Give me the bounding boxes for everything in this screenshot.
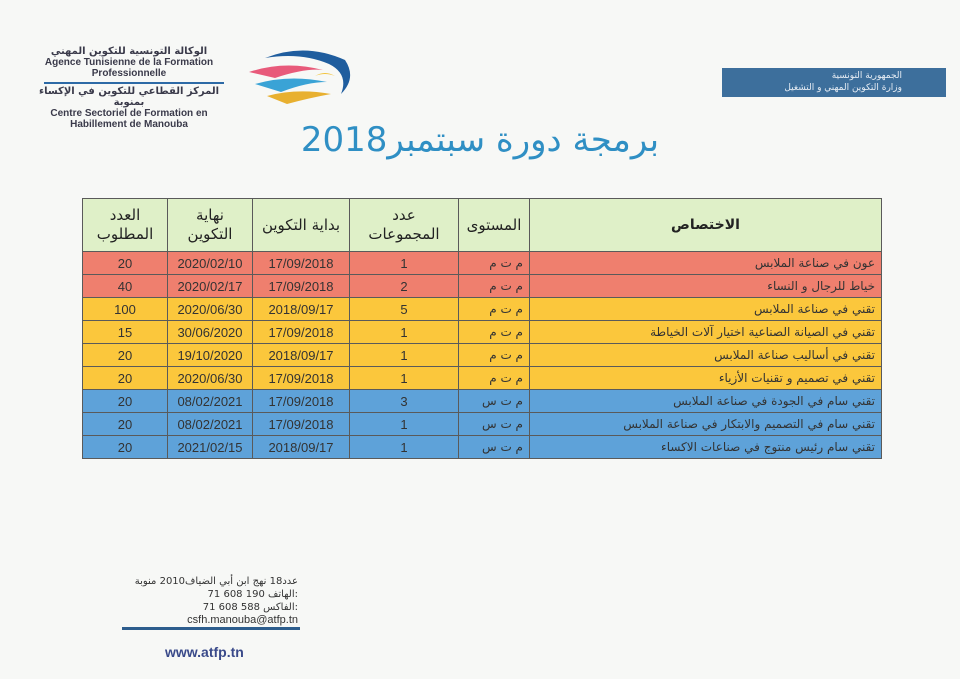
- cell-start: 2018/09/17: [253, 344, 350, 367]
- table-row: [83, 367, 882, 390]
- footer-fax-label: الفاكس:: [263, 602, 298, 613]
- cell-required: 20: [83, 367, 168, 390]
- cell-level: م ت م: [459, 321, 530, 344]
- table-row: [83, 298, 882, 321]
- cell-spec: خياط للرجال و النساء: [530, 275, 882, 298]
- cell-spec: تقني سام رئيس منتوج في صناعات الاكساء: [530, 436, 882, 459]
- header-start: بداية التكوين: [253, 199, 350, 252]
- cell-level: م ت م: [459, 298, 530, 321]
- cell-required: 20: [83, 344, 168, 367]
- cell-start: 17/09/2018: [253, 413, 350, 436]
- cell-end: 2020/06/30: [168, 367, 253, 390]
- cell-spec: تقني في صناعة الملابس: [530, 298, 882, 321]
- footer-contact: [128, 575, 298, 627]
- republic-label: الجمهورية التونسية: [831, 71, 902, 81]
- cell-required: 100: [83, 298, 168, 321]
- cell-required: 20: [83, 390, 168, 413]
- agency-name-ar: الوكالة التونسية للتكوين المهني: [50, 46, 208, 57]
- footer-email: csfh.manouba@atfp.tn: [187, 614, 298, 626]
- cell-groups: 5: [350, 298, 459, 321]
- table-row: [83, 252, 882, 275]
- cell-spec: تقني سام في التصميم والابتكار في صناعة الملابس: [530, 413, 882, 436]
- table-row: [83, 436, 882, 459]
- header-spec: الاختصاص: [530, 199, 882, 252]
- footer-phone: [128, 588, 298, 601]
- page-title: برمجة دورة سبتمبر2018: [300, 120, 660, 160]
- cell-end: 2020/06/30: [168, 298, 253, 321]
- cell-spec: تقني سام في الجودة في صناعة الملابس: [530, 390, 882, 413]
- programme-table: [82, 198, 882, 459]
- cell-required: 20: [83, 413, 168, 436]
- centre-name-ar: المركز القطاعي للتكوين في الإكساء بمنوبة: [38, 86, 220, 108]
- cell-start: 17/09/2018: [253, 367, 350, 390]
- cell-groups: 1: [350, 321, 459, 344]
- cell-end: 08/02/2021: [168, 390, 253, 413]
- cell-start: 2018/09/17: [253, 436, 350, 459]
- cell-level: م ت س: [459, 436, 530, 459]
- footer-phone-value: 71 608 190: [207, 589, 265, 600]
- cell-groups: 2: [350, 275, 459, 298]
- cell-start: 17/09/2018: [253, 390, 350, 413]
- cell-groups: 1: [350, 252, 459, 275]
- cell-groups: 1: [350, 344, 459, 367]
- cell-spec: تقني في الصيانة الصناعية اختيار آلات الخياطة: [530, 321, 882, 344]
- table-header-row: [83, 199, 882, 252]
- cell-spec: تقني في أساليب صناعة الملابس: [530, 344, 882, 367]
- cell-groups: 3: [350, 390, 459, 413]
- header-divider: [44, 82, 224, 84]
- cell-level: م ت س: [459, 413, 530, 436]
- centre-name-fr-2: Habillement de Manouba: [70, 119, 188, 130]
- agency-name-fr-2: Professionnelle: [91, 68, 167, 79]
- atfp-logo-icon: [245, 48, 355, 108]
- table-row: [83, 413, 882, 436]
- cell-level: م ت م: [459, 252, 530, 275]
- cell-end: 08/02/2021: [168, 413, 253, 436]
- cell-groups: 1: [350, 436, 459, 459]
- cell-end: 2020/02/17: [168, 275, 253, 298]
- footer-fax: [128, 601, 298, 614]
- agency-header: [34, 46, 224, 130]
- cell-level: م ت م: [459, 275, 530, 298]
- cell-start: 2018/09/17: [253, 298, 350, 321]
- footer-divider: [122, 627, 300, 630]
- cell-start: 17/09/2018: [253, 275, 350, 298]
- cell-level: م ت م: [459, 344, 530, 367]
- cell-groups: 1: [350, 413, 459, 436]
- cell-groups: 1: [350, 367, 459, 390]
- header-level: المستوى: [459, 199, 530, 252]
- agency-name-fr-1: Agence Tunisienne de la Formation: [44, 57, 214, 68]
- cell-start: 17/09/2018: [253, 252, 350, 275]
- cell-end: 30/06/2020: [168, 321, 253, 344]
- cell-required: 40: [83, 275, 168, 298]
- table-row: [83, 344, 882, 367]
- cell-level: م ت م: [459, 367, 530, 390]
- ministry-label: وزارة التكوين المهني و التشغيل: [784, 83, 902, 93]
- cell-spec: عون في صناعة الملابس: [530, 252, 882, 275]
- cell-level: م ت س: [459, 390, 530, 413]
- footer-website-link[interactable]: www.atfp.tn: [165, 644, 244, 660]
- header-required: العدد المطلوب: [83, 199, 168, 252]
- centre-name-fr-1: Centre Sectoriel de Formation en: [50, 108, 208, 119]
- footer-address: عدد18 نهج ابن أبي الضياف2010 منوبة: [134, 576, 298, 587]
- cell-required: 20: [83, 436, 168, 459]
- cell-end: 2020/02/10: [168, 252, 253, 275]
- cell-start: 17/09/2018: [253, 321, 350, 344]
- table-row: [83, 321, 882, 344]
- table-row: [83, 275, 882, 298]
- footer-phone-label: الهاتف:: [268, 589, 298, 600]
- table-row: [83, 390, 882, 413]
- cell-required: 15: [83, 321, 168, 344]
- cell-end: 2021/02/15: [168, 436, 253, 459]
- header-groups: عدد المجموعات: [350, 199, 459, 252]
- footer-fax-value: 71 608 588: [202, 602, 260, 613]
- cell-spec: تقني في تصميم و تقنيات الأزياء: [530, 367, 882, 390]
- cell-end: 19/10/2020: [168, 344, 253, 367]
- header-end: نهاية التكوين: [168, 199, 253, 252]
- cell-required: 20: [83, 252, 168, 275]
